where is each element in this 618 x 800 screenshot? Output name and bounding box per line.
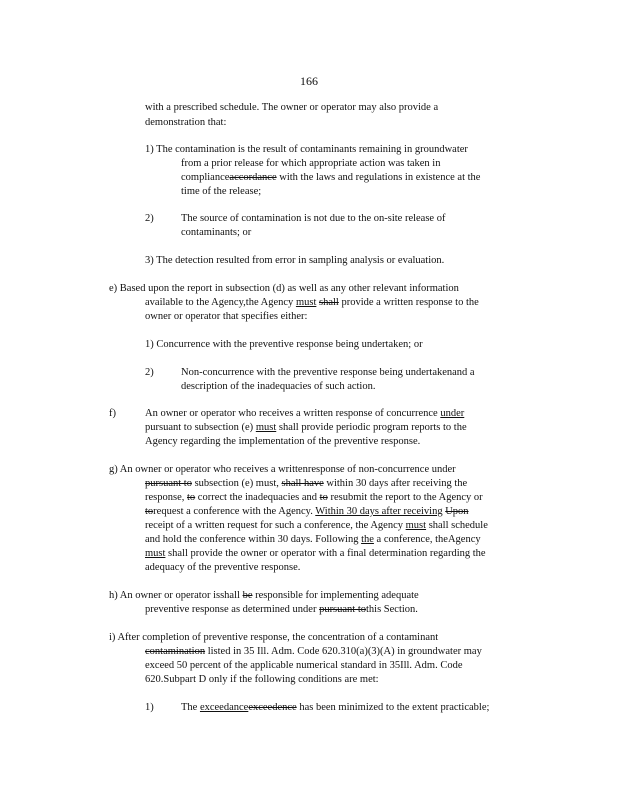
text-run: receipt of a written request for such a conference, the Agency — [145, 520, 406, 531]
text-run: within 30 days after receiving the — [323, 478, 468, 489]
para-h-line-1 — [109, 589, 419, 602]
text-run: resubmit the report to the Agency or — [327, 492, 483, 503]
inserted-text: must — [405, 520, 427, 531]
para-i-sub-1-number: 1) — [145, 702, 154, 713]
para-f-line-3: Agency regarding the implementation of the preventive response. — [145, 436, 421, 447]
struck-text: to — [187, 492, 196, 503]
item-1-line-2: from a prior release for which appropriate action was taken in — [181, 158, 441, 169]
struck-text: pursuant to — [319, 604, 367, 615]
inserted-text: must — [255, 422, 277, 433]
para-e-line-1: e) Based upon the report in subsection (d) as well as any other relevant information — [109, 283, 459, 294]
item-2-line-2: contaminants; or — [181, 227, 252, 238]
text-run: a conference, theAgency — [373, 534, 481, 545]
text-run: subsection (e) must, — [191, 478, 282, 489]
struck-text: to — [319, 492, 328, 503]
text-run: response, — [145, 492, 187, 503]
text-run: shall schedule — [426, 520, 488, 531]
struck-text: Upon — [445, 506, 469, 517]
struck-text: to — [145, 506, 154, 517]
para-i-line-3: exceed 50 percent of the applicable numerical standard in 35Ill. Adm. Code — [145, 660, 463, 671]
text-run: listed in 35 Ill. Adm. Code 620.310(a)(3)(A) in groundwater may — [205, 646, 482, 657]
struck-text: be — [242, 590, 253, 601]
inserted-text: exceedance — [199, 702, 249, 713]
para-g-line-6 — [145, 533, 481, 546]
text-run: preventive response as determined under — [145, 604, 320, 615]
text-run: request a conference with the Agency. — [153, 506, 316, 517]
para-i-sub-1-line — [181, 701, 489, 714]
para-i-line-2 — [145, 645, 482, 658]
para-e-option-2-number: 2) — [145, 367, 154, 378]
para-i-line-4: 620.Subpart D only if the following conditions are met: — [145, 674, 379, 685]
para-g-line-5 — [145, 519, 488, 532]
para-g-line-1: g) An owner or operator who receives a writtenresponse of non-concurrence under — [109, 464, 456, 475]
para-e-option-1: 1) Concurrence with the preventive response being undertaken; or — [145, 339, 423, 350]
para-h-line-2 — [145, 603, 418, 616]
struck-text: shall have — [281, 478, 324, 489]
inserted-text: compliance — [181, 172, 230, 183]
item-2-line-1: The source of contamination is not due to the on-site release of — [181, 213, 446, 224]
text-run: An owner or operator who receives a written response of concurrence — [145, 408, 441, 419]
struck-text: shall — [318, 297, 339, 308]
page-number: 166 — [300, 74, 318, 88]
inserted-text: the — [361, 534, 374, 545]
para-f-line-1 — [145, 407, 464, 420]
inserted-text: must — [145, 548, 166, 559]
text-run: provide a written response to the — [338, 297, 479, 308]
para-g-line-4 — [145, 505, 469, 518]
item-1-line-3 — [181, 171, 480, 184]
intro-line-2: demonstration that: — [145, 117, 227, 128]
para-e-line-3: owner or operator that specifies either: — [145, 311, 308, 322]
intro-line-1: with a prescribed schedule. The owner or operator may also provide a — [145, 102, 439, 113]
para-e-option-2-line-1: Non-concurrence with the preventive response being undertakenand a — [181, 367, 475, 378]
text-run: correct the inadequacies and — [195, 492, 320, 503]
item-3-line-1: 3) The detection resulted from error in sampling analysis or evaluation. — [145, 255, 445, 266]
para-g-line-7 — [145, 547, 486, 560]
text-run: has been minimized to the extent practicable; — [296, 702, 490, 713]
inserted-text: Within 30 days after receiving — [315, 506, 443, 517]
para-f-label: f) — [109, 408, 116, 419]
para-f-line-2 — [145, 421, 467, 434]
text-run: shall provide periodic program reports to the — [276, 422, 467, 433]
item-1-line-1: 1) The contamination is the result of contaminants remaining in groundwater — [145, 144, 468, 155]
struck-text: accordance — [229, 172, 277, 183]
struck-text: contamination — [145, 646, 206, 657]
item-1-line-4: time of the release; — [181, 186, 262, 197]
para-i-line-1: i) After completion of preventive response, the concentration of a contaminant — [109, 632, 439, 643]
text-run: with the laws and regulations in existence at the — [276, 172, 481, 183]
text-run: The — [181, 702, 200, 713]
text-run: and hold the conference within 30 days. Following — [145, 534, 362, 545]
para-e-option-2-line-2: description of the inadequacies of such action. — [181, 381, 376, 392]
inserted-text: must — [295, 297, 317, 308]
struck-text: exceedence — [248, 702, 297, 713]
text-run: pursuant to subsection (e) — [145, 422, 256, 433]
text-run: h) An owner or operator isshall — [109, 590, 243, 601]
text-run: this Section. — [366, 604, 418, 615]
text-run: responsible for implementing adequate — [252, 590, 419, 601]
text-run: available to the Agency,the Agency — [145, 297, 296, 308]
item-2-number: 2) — [145, 213, 154, 224]
struck-text: pursuant to — [145, 478, 192, 489]
para-e-line-2 — [145, 296, 479, 309]
text-run: shall provide the owner or operator with a final determination regarding the — [165, 548, 486, 559]
para-g-line-2 — [145, 477, 467, 490]
inserted-text: under — [440, 408, 465, 419]
para-g-line-8: adequacy of the preventive response. — [145, 562, 301, 573]
para-g-line-3 — [145, 491, 483, 504]
